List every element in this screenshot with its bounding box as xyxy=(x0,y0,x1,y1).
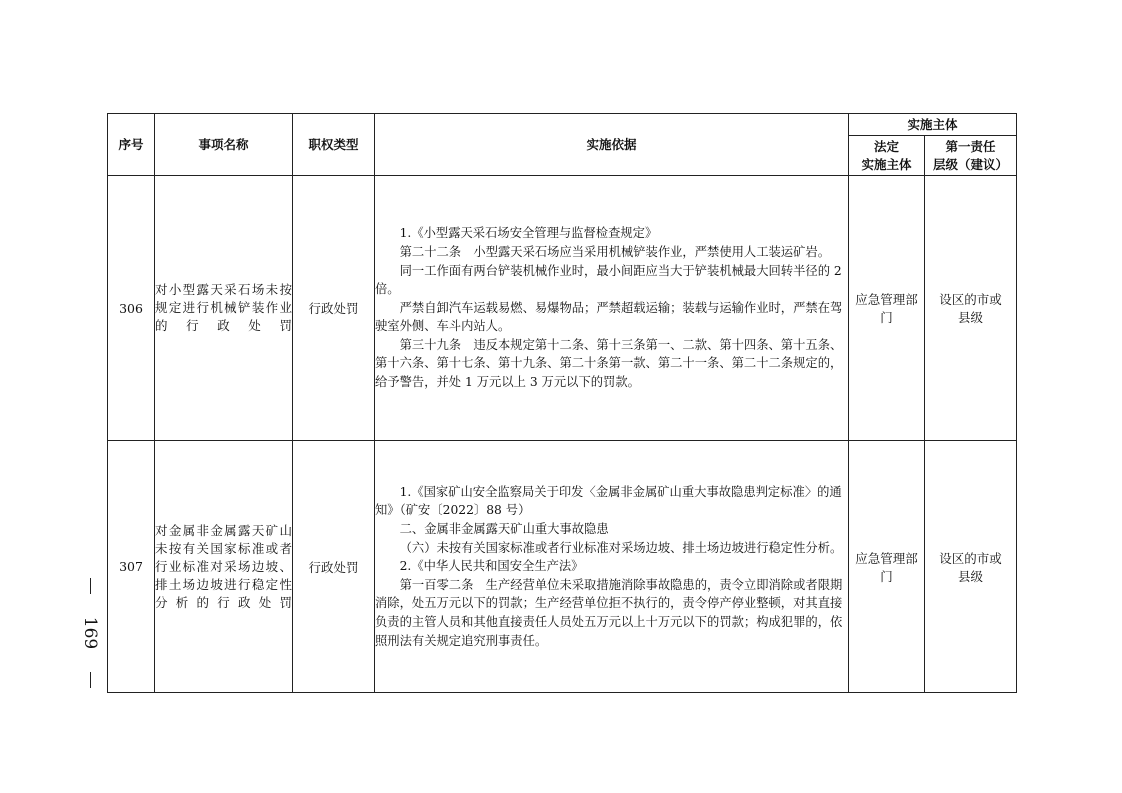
basis-line: 同一工作面有两台铲装机械作业时，最小间距应当大于铲装机械最大回转半径的 2 倍。 xyxy=(375,263,842,297)
basis-line: 严禁自卸汽车运载易燃、易爆物品；严禁超载运输；装载与运输作业时，严禁在驾驶室外侧、车斗内站人。 xyxy=(375,300,843,334)
header-subject: 实施主体 xyxy=(849,114,1017,136)
header-level xyxy=(925,136,1017,176)
row-basis xyxy=(375,441,849,693)
header-level-line1: 第一责任 xyxy=(945,138,996,154)
row-legal-subject: 应急管理部门 xyxy=(849,176,925,441)
row-basis xyxy=(375,176,849,441)
row-type: 行政处罚 xyxy=(293,441,375,693)
basis-line: 第一百零二条 生产经营单位未采取措施消除事故隐患的，责令立即消除或者限期消除，处五万元以下的罚款；生产经营单位拒不执行的，责令停产停业整顿，对其直接负责的主管人员和其他直接责任人员处五万元以上十万元以下的罚款；构成犯罪的，依照刑法有关规定追究刑事责任。 xyxy=(375,577,843,648)
row-type: 行政处罚 xyxy=(293,176,375,441)
basis-line: 1.《国家矿山安全监察局关于印发〈金属非金属矿山重大事故隐患判定标准〉的通知》（矿安〔2022〕88 号） xyxy=(375,484,842,518)
page-number-dash xyxy=(90,578,91,594)
enforcement-table xyxy=(107,113,1017,693)
table-row xyxy=(108,441,1017,693)
header-legal-subject xyxy=(849,136,925,176)
basis-line: （六）未按有关国家标准或者行业标准对采场边坡、排土场边坡进行稳定性分析。 xyxy=(399,540,843,555)
basis-line: 2.《中华人民共和国安全生产法》 xyxy=(399,559,584,574)
header-seq: 序号 xyxy=(108,114,155,176)
basis-line: 1.《小型露天采石场安全管理与监督检查规定》 xyxy=(399,226,658,241)
row-seq: 307 xyxy=(108,441,155,693)
header-name: 事项名称 xyxy=(155,114,293,176)
header-basis: 实施依据 xyxy=(375,114,849,176)
row-name: 对金属非金属露天矿山未按有关国家标准或者行业标准对采场边坡、排土场边坡进行稳定性分析的行政处罚 xyxy=(155,441,293,693)
basis-line: 第三十九条 违反本规定第十二条、第十三条第一、二款、第十四条、第十五条、第十六条、第十七条、第十九条、第二十条第一款、第二十一条、第二十二条规定的，给予警告，并处 1 万元以上 3 万元以下的罚款。 xyxy=(375,337,843,390)
header-level-line2: 层级（建议） xyxy=(933,156,1009,172)
page-number-dash xyxy=(90,672,91,688)
page-number xyxy=(78,578,102,688)
row-name: 对小型露天采石场未按规定进行机械铲装作业的行政处罚 xyxy=(155,176,293,441)
header-legal-subject-line1: 法定 xyxy=(873,138,899,154)
page-number-text: 169 xyxy=(80,616,101,650)
row-seq: 306 xyxy=(108,176,155,441)
row-level: 设区的市或县级 xyxy=(925,176,1017,441)
header-type: 职权类型 xyxy=(293,114,375,176)
row-legal-subject: 应急管理部门 xyxy=(849,441,925,693)
basis-line: 第二十二条 小型露天采石场应当采用机械铲装作业，严禁使用人工装运矿岩。 xyxy=(399,244,830,259)
table-row xyxy=(108,176,1017,441)
basis-line: 二、金属非金属露天矿山重大事故隐患 xyxy=(399,522,609,537)
row-level: 设区的市或县级 xyxy=(925,441,1017,693)
header-row xyxy=(108,114,1017,136)
header-legal-subject-line2: 实施主体 xyxy=(861,156,912,172)
